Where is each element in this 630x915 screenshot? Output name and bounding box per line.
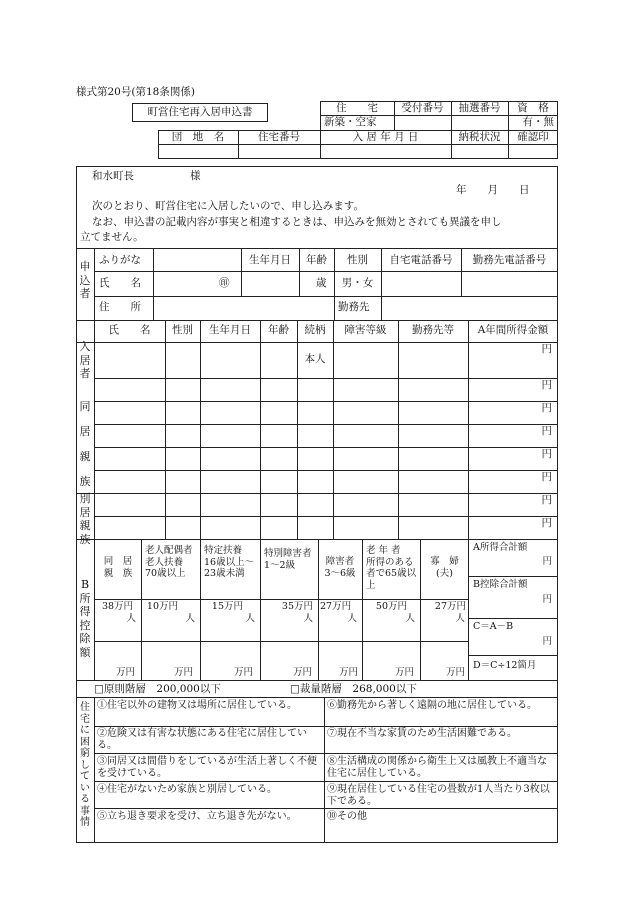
home-phone-label: 自宅電話番号 (389, 254, 453, 266)
age-label: 年齢 (306, 254, 327, 266)
hardship-item-2: ②危険又は有害な状態にある住宅に居住している。 (97, 728, 307, 751)
ded-manen-3: 万円 (233, 667, 253, 678)
ded-manen-5: 万円 (338, 667, 358, 678)
name-label: 氏 名 (99, 277, 141, 289)
tier-gensoku: □原則階層 200,000以下 (94, 683, 221, 695)
admin-value-jutaku: 新築・空家 (324, 116, 377, 128)
ded-col-tokutei: 特定扶養 16歳以上～ 23歳未満 (204, 545, 255, 579)
ded-amount-7: 27万円 (434, 601, 466, 612)
admin-header-danchi: 団 地 名 (171, 131, 225, 143)
member-header-name: 氏 名 (108, 324, 151, 336)
hardship-item-10: ⑩その他 (327, 811, 367, 822)
hardship-side-label: 住宅に困窮している事情 (80, 702, 90, 828)
admin-header-nyukyo: 入 居 年 月 日 (352, 131, 419, 143)
application-date: 年 月 日 (456, 184, 530, 196)
form-title: 町営住宅再入居申込書 (147, 106, 253, 118)
admin-header-nozei: 納税状況 (458, 131, 501, 143)
hardship-item-1: ①住宅以外の建物又は場所に居住している。 (97, 700, 297, 711)
ded-manen-2: 万円 (173, 667, 193, 678)
ded-amount-2: 10万円 (146, 601, 178, 612)
tier-sairyo: □裁量階層 268,000以下 (290, 683, 417, 695)
side-label-bekkyo: 別居親族 (79, 492, 91, 546)
relation-honnin: 本人 (304, 353, 326, 365)
sex-options: 男・女 (341, 277, 374, 289)
hardship-item-9: ⑨現在居住している住宅の畳数が1人当たり3枚以下である。 (327, 784, 550, 807)
work-phone-label: 勤務先電話番号 (472, 254, 547, 266)
income-yen-6: 円 (541, 471, 552, 483)
a-total-yen: 円 (542, 556, 552, 567)
b-total-label: B控除合計額 (473, 579, 528, 590)
income-yen-3: 円 (541, 402, 552, 414)
b-total-yen: 円 (542, 594, 552, 605)
admin-header-shikaku: 資 格 (517, 102, 549, 114)
hardship-item-5: ⑤立ち退き要求を受け、立ち退き先がない。 (97, 811, 297, 822)
admin-header-jutaku: 住 宅 (336, 102, 378, 114)
addressee: 和水町長 (92, 170, 134, 182)
admin-header-uketsuke: 受付番号 (401, 102, 444, 114)
c-formula-label: C＝A－B (473, 621, 514, 632)
ded-amount-3: 15万円 (211, 601, 243, 612)
hardship-item-3: ③同居又は間借りをしているが生活上著しく不便を受けている。 (97, 756, 317, 779)
admin-header-kakunin: 確認印 (517, 131, 549, 143)
ded-manen-4: 万円 (292, 667, 312, 678)
workplace-label: 勤務先 (338, 301, 370, 313)
hardship-item-4: ④住宅がないため家族と別居している。 (97, 784, 277, 795)
title-box (132, 103, 268, 122)
a-total-label: A所得合計額 (473, 542, 528, 553)
ded-amount-4: 35万円 (281, 601, 313, 612)
member-header-disability: 障害等級 (344, 324, 387, 336)
ded-nin-4: 人 (303, 613, 313, 624)
hardship-item-8: ⑧生活構成の関係から衛生上又は風教上不適当な住宅に居住している。 (327, 756, 547, 779)
ded-nin-6: 人 (405, 613, 415, 624)
member-header-age: 年齢 (268, 324, 289, 336)
c-yen: 円 (542, 636, 552, 647)
member-header-birth: 生年月日 (209, 324, 251, 336)
sex-label: 性別 (347, 254, 368, 266)
addressee-sama: 様 (190, 170, 201, 182)
hardship-item-7: ⑦現在不当な家賃のため生活困難である。 (327, 728, 517, 739)
ded-col-tokubetsu: 特別障害者 1～2級 (264, 548, 312, 571)
furigana-label: ふりがな (99, 254, 141, 266)
address-label: 住 所 (99, 301, 141, 313)
income-yen-7: 円 (541, 494, 552, 506)
ded-amount-6: 50万円 (375, 601, 407, 612)
applicant-side-label: 申込者 (79, 260, 91, 300)
ded-manen-1: 万円 (115, 667, 135, 678)
income-yen-5: 円 (541, 448, 552, 460)
income-yen-8: 円 (541, 517, 552, 529)
income-yen-2: 円 (541, 379, 552, 391)
income-yen-1: 円 (541, 343, 552, 355)
ded-manen-6: 万円 (394, 667, 414, 678)
ded-manen-7: 万円 (445, 667, 465, 678)
d-formula-label: D＝C÷12箇月 (473, 660, 537, 671)
form-number: 様式第20号(第18条関係) (76, 86, 195, 98)
ded-col-shogaisha: 障害者 3～6級 (324, 556, 356, 579)
member-header-sex: 性別 (172, 324, 193, 336)
seal-mark: ㊞ (219, 277, 230, 289)
ded-col-rojin: 老人配偶者 老人扶養 70歳以上 (145, 545, 193, 579)
ded-col-ronensha: 老 年 者 所得のある者で65歳以上 (366, 545, 417, 591)
age-unit: 歳 (316, 277, 327, 289)
deduction-side-label: B所得控除額 (79, 578, 91, 659)
ded-nin-2: 人 (185, 613, 195, 624)
side-label-nyukyo: 入居者 (79, 340, 91, 380)
ded-nin-5: 人 (347, 613, 357, 624)
admin-header-chusen: 抽選番号 (458, 102, 501, 114)
income-yen-4: 円 (541, 425, 552, 437)
ded-amount-1: 38万円 (101, 601, 134, 612)
ded-nin-7: 人 (455, 613, 465, 624)
member-header-relation: 続柄 (304, 324, 326, 336)
ded-col-dokyo: 同 居 親 族 (103, 556, 133, 579)
letter-line-3: 立てません。 (80, 231, 144, 243)
admin-header-jutaku-no: 住宅番号 (258, 131, 300, 143)
ded-nin-3: 人 (245, 613, 255, 624)
side-label-dokyo: 同居親族 (79, 400, 91, 488)
ded-amount-5: 27万円 (320, 601, 352, 612)
letter-line-1: 次のとおり、町営住宅に入居したいので、申し込みます。 (92, 200, 364, 212)
birthdate-label: 生年月日 (249, 254, 291, 266)
letter-line-2: なお、申込書の記載内容が事実と相違するときは、申込みを無効とされても異議を申し (92, 216, 502, 228)
member-header-work: 勤務先等 (412, 324, 454, 336)
hardship-item-6: ⑥勤務先から著しく遠隔の地に居住している。 (327, 700, 537, 711)
admin-value-shikaku: 有・無 (522, 116, 554, 128)
ded-col-kafu: 寡 婦 (夫) (430, 556, 459, 579)
member-header-income: A年間所得金額 (477, 324, 549, 336)
ded-nin-1: 人 (126, 613, 136, 624)
